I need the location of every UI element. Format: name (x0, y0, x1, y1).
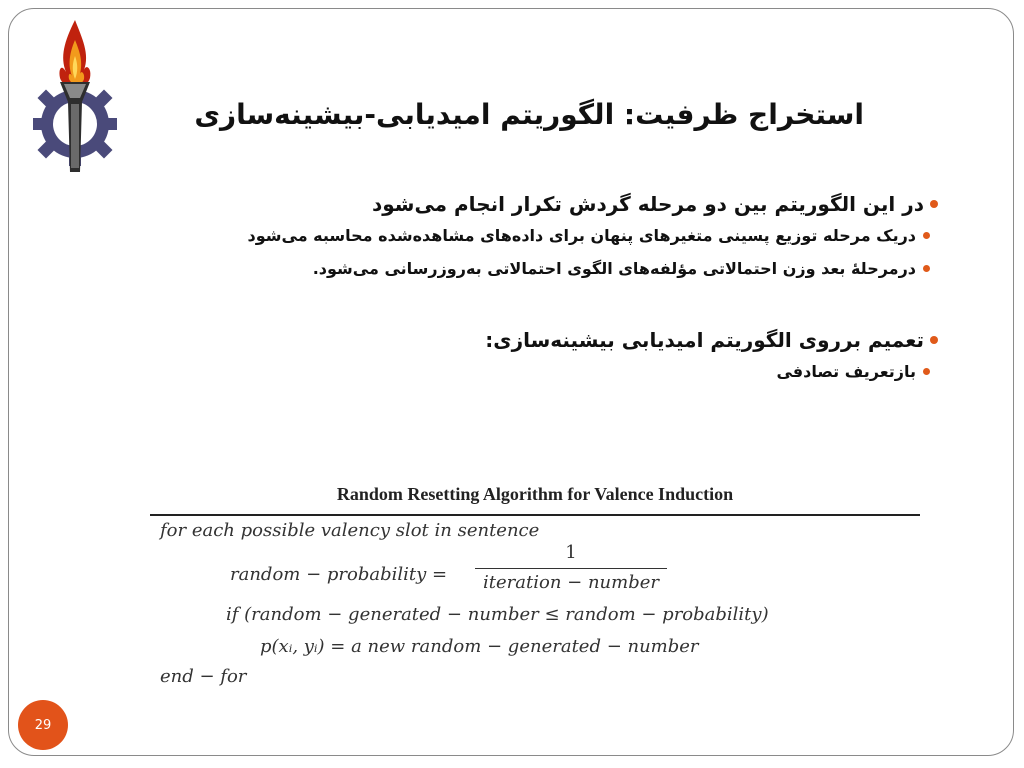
algorithm-box (150, 484, 920, 694)
bullet-dot-icon (930, 336, 938, 344)
sub-bullet-item (178, 362, 930, 381)
algorithm-line-for-each: for each possible valency slot in sentence (160, 520, 540, 541)
bullet-list (178, 192, 938, 395)
sub-bullet-item (178, 259, 930, 278)
bullet-dot-icon (930, 200, 938, 208)
bullet-dot-icon (923, 265, 930, 272)
sub-bullet-item (178, 226, 930, 245)
algorithm-line-if: if (random − generated − number ≤ random − probability) (226, 604, 769, 625)
sub-bullet-text: دریک مرحله توزیع پسینی متغیرهای پنهان برای داده‌های مشاهده‌شده محاسبه می‌شود (247, 226, 916, 245)
fraction-numerator: 1 (565, 542, 577, 563)
algorithm-line-end-for: end − for (160, 666, 247, 687)
bullet-text: تعمیم برروی الگوریتم امیدیابی بیشینه‌سازی: (485, 328, 924, 352)
algorithm-line-probability: random − probability = (230, 564, 448, 585)
bullet-item (178, 328, 938, 352)
bullet-text: در این الگوریتم بین دو مرحله گردش تکرار انجام می‌شود (371, 192, 924, 216)
page-number-badge: 29 (18, 700, 68, 750)
slide-title: استخراج ظرفیت: الگوریتم امیدیابی-بیشینه‌سازی (194, 98, 864, 131)
algorithm-title: Random Resetting Algorithm for Valence Induction (336, 484, 734, 504)
sub-bullet-text: بازتعریف تصادفی (776, 362, 916, 381)
bullet-item (178, 192, 938, 216)
fraction-bar (475, 568, 667, 569)
algorithm-line-assign: p(xᵢ, yᵢ) = a new random − generated − number (260, 636, 699, 657)
bullet-dot-icon (923, 368, 930, 375)
probability-fraction (475, 542, 667, 593)
torch-gear-logo-icon (20, 12, 130, 182)
bullet-dot-icon (923, 232, 930, 239)
sub-bullet-text: درمرحلۀ بعد وزن احتمالاتی مؤلفه‌های الگوی احتمالاتی به‌روزرسانی می‌شود. (312, 259, 916, 278)
algorithm-divider (150, 514, 920, 516)
fraction-denominator: iteration − number (483, 572, 659, 593)
